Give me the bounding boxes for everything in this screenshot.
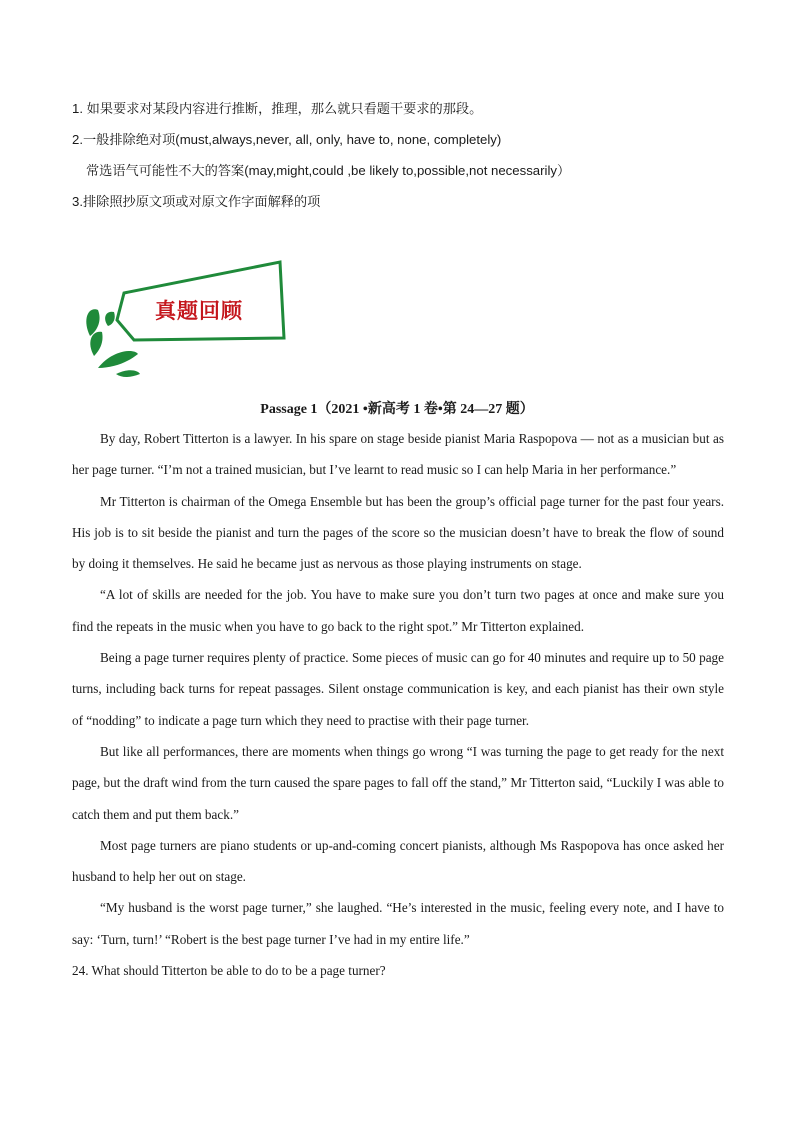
passage-paragraph: “My husband is the worst page turner,” she laughed. “He’s interested in the music, feeling every note, and I have to say: ‘Turn, turn!’ “Robert is the best page turner I’ve had in my entire life.” [72, 900, 724, 947]
reading-tips [72, 93, 732, 217]
passage-title: Passage 1（2021 •新高考 1 卷•第 24—27 题） [260, 402, 534, 417]
passage-paragraph: By day, Robert Titterton is a lawyer. In his spare on stage beside pianist Maria Raspopova — not as a musician but as her page turner. “I’m not a trained musician, but I’ve learnt to read music so I can help Maria in her performance.” [72, 431, 724, 478]
passage-paragraph: Being a page turner requires plenty of practice. Some pieces of music can go for 40 minutes and require up to 50 page turns, including back turns for repeat passages. Silent onstage communication is key, and each pianist has their own style of “nodding” to indicate a page turn which they need to practise with their page turner. [72, 650, 724, 728]
tip-line: 1. 如果要求对某段内容进行推断，推理，那么就只看题干要求的那段。 [72, 101, 483, 116]
passage-paragraph: Mr Titterton is chairman of the Omega Ensemble but has been the group’s official page turner for the past four years. His job is to sit beside the pianist and turn the pages of the score so the musician doesn’t have to break the flow of sound by doing it themselves. He said he became just as nervous as those playing instruments on stage. [72, 493, 724, 572]
section-banner [72, 258, 292, 388]
tip-line: 2.一般排除绝对项(must,always,never, all, only, have to, none, completely) [72, 132, 502, 147]
passage-body [72, 423, 724, 986]
question-24: 24. What should Titterton be able to do to be a page turner? [72, 963, 386, 979]
passage-paragraph: “A lot of skills are needed for the job. You have to make sure you don’t turn two pages at once and make sure you find the repeats in the music when you have to go back to the right spot.” Mr Titterton explained. [72, 587, 724, 634]
tip-line: 常选语气可能性不大的答案(may,might,could ,be likely to,possible,not necessarily） [86, 163, 571, 178]
passage-paragraph: But like all performances, there are moments when things go wrong “I was turning the page to get ready for the next page, but the draft wind from the turn caused the spare pages to fall off the stand,” Mr Titterton said, “Luckily I was able to catch them and put them back.” [72, 743, 724, 822]
tip-line: 3.排除照抄原文项或对原文作字面解释的项 [72, 194, 321, 209]
banner-title: 真题回顾 [155, 298, 243, 323]
passage-paragraph: Most page turners are piano students or up-and-coming concert pianists, although Ms Raspopova has once asked her husband to help her out on stage. [72, 837, 724, 885]
